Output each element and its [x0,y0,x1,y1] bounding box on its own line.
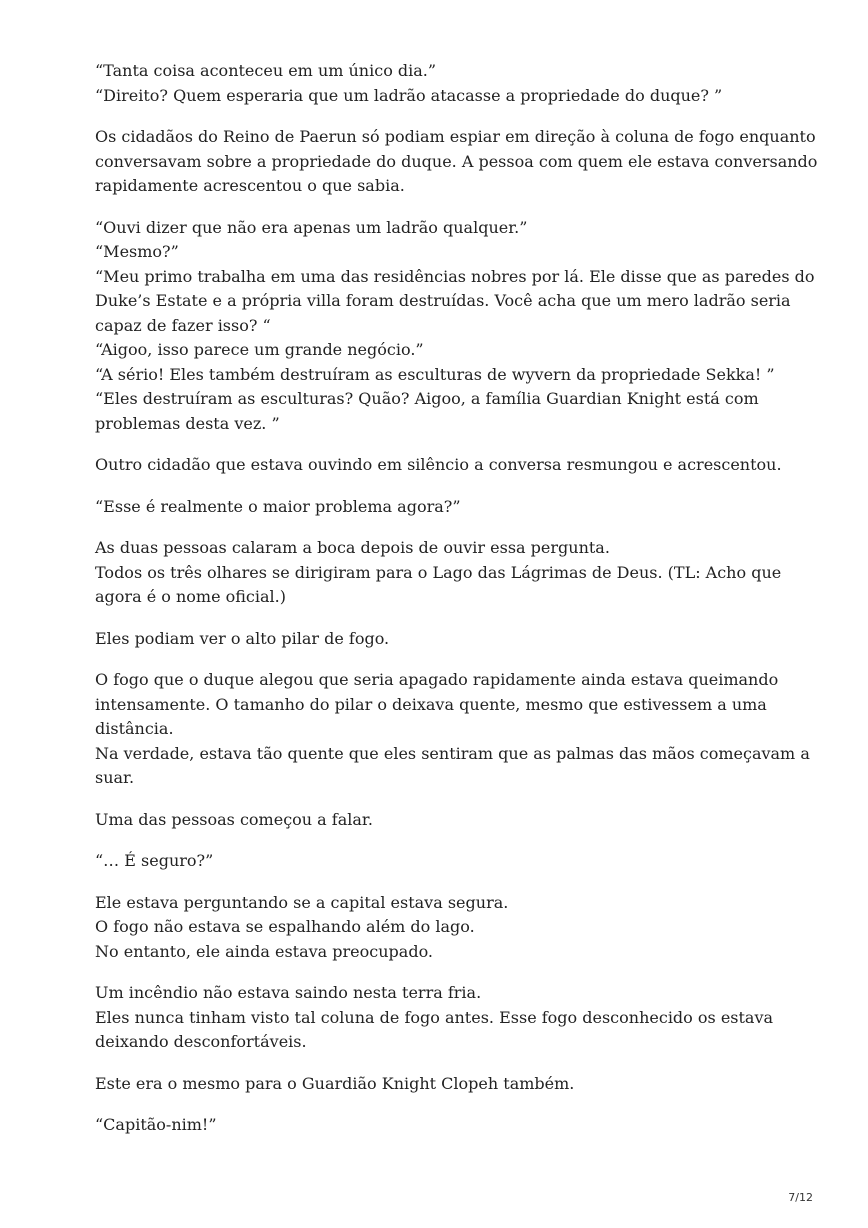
paragraph [95,216,815,437]
text-line: “Capitão-nim!” [95,1115,217,1134]
text-line: intensamente. O tamanho do pilar o deixava quente, mesmo que estivessem a uma [95,694,767,714]
text-line: Outro cidadão que estava ouvindo em silêncio a conversa resmungou e acrescentou. [95,455,782,474]
text-line: “Aigoo, isso parece um grande negócio.” [95,340,424,359]
text-line: Ele estava perguntando se a capital estava segura. [95,892,509,912]
text-line: Eles nunca tinham visto tal coluna de fogo antes. Esse fogo desconhecido os estava [95,1007,774,1027]
text-line: capaz de fazer isso? “ [95,315,271,335]
text-line: As duas pessoas calaram a boca depois de ouvir essa pergunta. [95,538,610,557]
paragraph [95,59,785,108]
text-line: Todos os três olhares se dirigiram para o Lago das Lágrimas de Deus. (TL: Acho que [95,562,782,582]
text-line: Os cidadãos do Reino de Paerun só podiam espiar em direção à coluna de fogo enquanto [95,127,816,146]
text-line: “Ouvi dizer que não era apenas um ladrão qualquer.” [95,217,528,237]
paragraph [95,668,810,791]
text-line: Uma das pessoas começou a falar. [95,809,373,829]
text-line: “Tanta coisa aconteceu em um único dia.” [95,61,437,80]
text-line: “A sério! Eles também destruíram as esculturas de wyvern da propriedade Sekka! ” [95,364,775,384]
paragraph [95,627,785,652]
text-line: O fogo que o duque alegou que seria apagado rapidamente ainda estava queimando [95,670,779,689]
paragraph [95,495,785,520]
text-line: O fogo não estava se espalhando além do lago. [95,917,475,936]
paragraph [95,891,785,965]
text-line: suar. [95,768,135,787]
text-line: distância. [95,719,174,738]
paragraph [95,808,785,833]
paragraph [95,1072,785,1097]
paragraph [95,453,785,478]
text-line: Na verdade, estava tão quente que eles sentiram que as palmas das mãos começavam a [95,743,810,763]
text-line: No entanto, ele ainda estava preocupado. [95,941,433,961]
paragraph [95,125,818,199]
text-line: “Meu primo trabalha em uma das residências nobres por lá. Ele disse que as paredes do [95,266,815,286]
text-line: “Esse é realmente o maior problema agora?” [95,496,461,516]
paragraph [95,849,785,874]
text-line: Este era o mesmo para o Guardião Knight Clopeh também. [95,1073,575,1093]
text-line: Um incêndio não estava saindo nesta terra fria. [95,983,482,1002]
text-line: conversavam sobre a propriedade do duque. A pessoa com quem ele estava conversando [95,151,818,171]
text-line: “Mesmo?” [95,242,179,261]
text-line: “… É seguro?” [95,851,214,870]
text-line: “Eles destruíram as esculturas? Quão? Aigoo, a família Guardian Knight está com [95,389,759,408]
text-line: deixando desconfortáveis. [95,1032,307,1051]
text-line: Eles podiam ver o alto pilar de fogo. [95,628,390,648]
page-number: 7/12 [788,1191,813,1204]
text-line: rapidamente acrescentou o que sabia. [95,176,405,195]
text-line: Duke’s Estate e a própria villa foram destruídas. Você acha que um mero ladrão seria [95,291,791,310]
paragraph [95,536,785,610]
paragraph [95,981,785,1055]
paragraph [95,1113,785,1138]
text-line: problemas desta vez. ” [95,413,280,433]
document-body [95,59,818,1155]
text-line: agora é o nome oficial.) [95,587,286,606]
text-line: “Direito? Quem esperaria que um ladrão atacasse a propriedade do duque? ” [95,85,723,105]
